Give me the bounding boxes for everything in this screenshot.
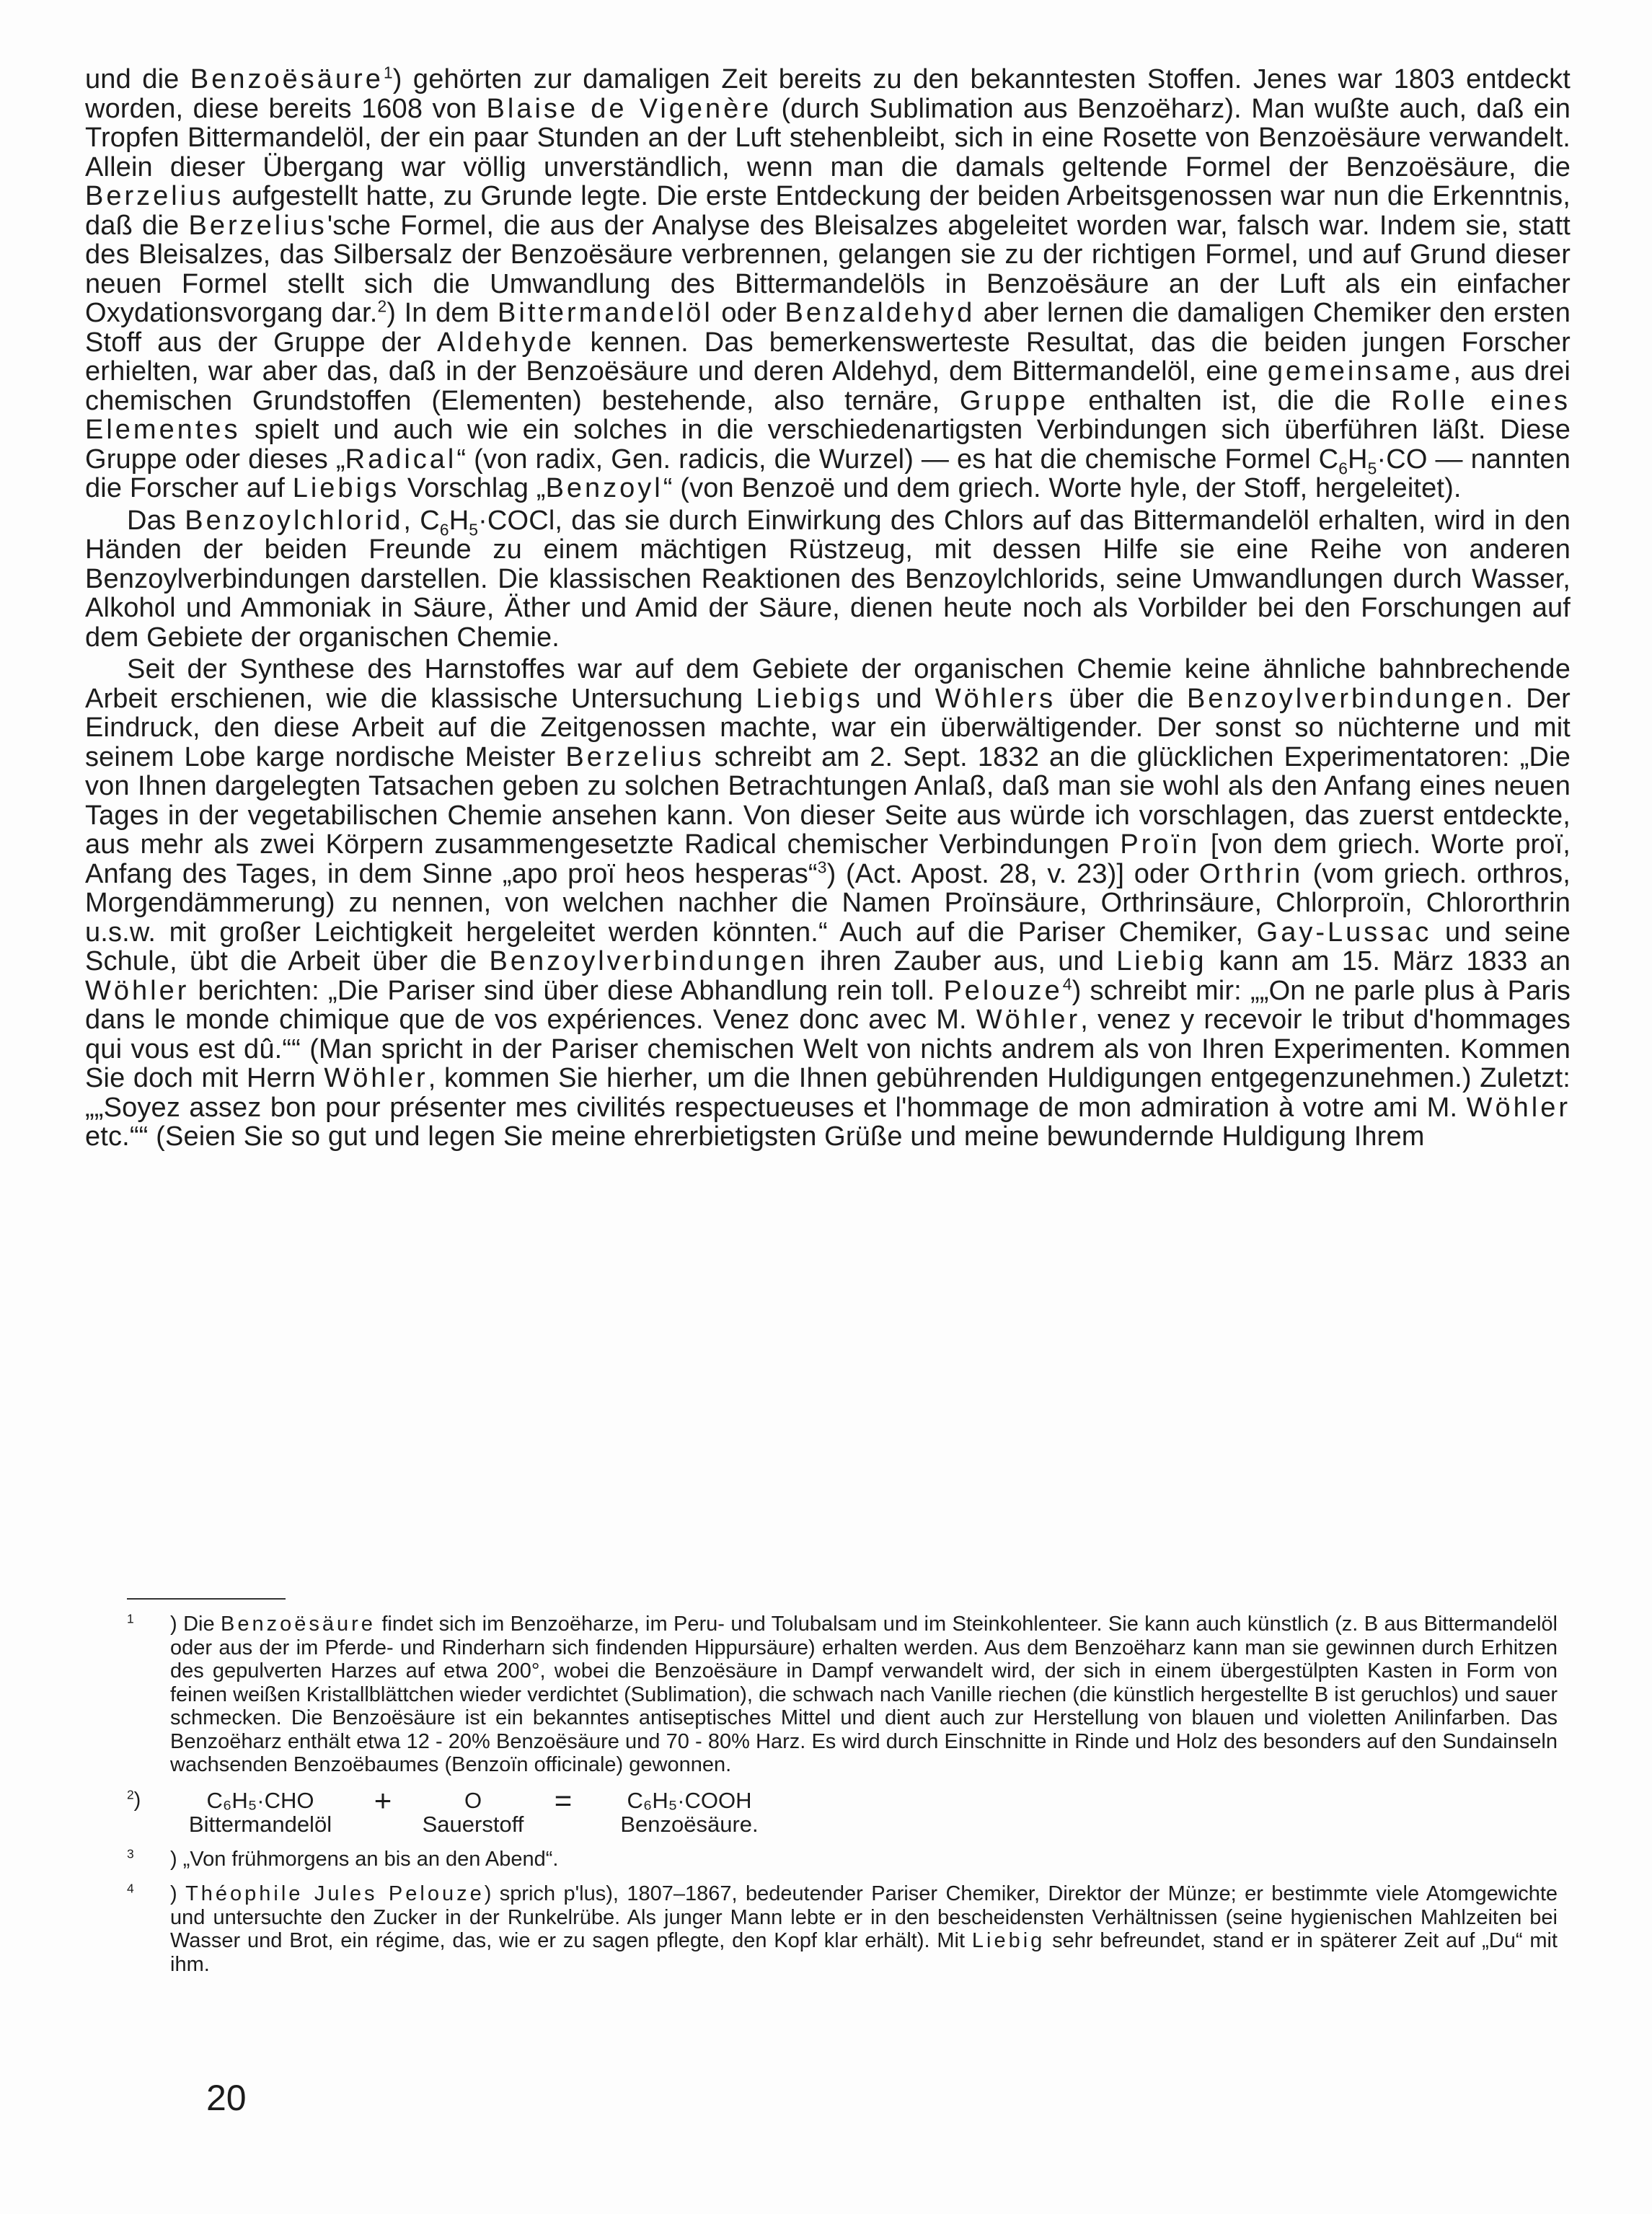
text-run: sehr befreundet, stand er in späterer Zeit auf „Du“ mit ihm.: [170, 1929, 1558, 1976]
emphasis: Berzelius: [565, 741, 704, 772]
text-run: Vorschlag „: [399, 473, 546, 503]
text-run: und die: [85, 64, 190, 94]
footnote-4: [127, 1882, 1558, 1976]
text-run: berichten: „Die Pariser sind über diese Abhandlung rein toll.: [189, 975, 944, 1006]
emphasis: Wöhler: [85, 975, 190, 1006]
emphasis: Benzoësäure: [221, 1613, 376, 1636]
footnote-mark: [127, 1845, 134, 1871]
formula-term: O: [464, 1787, 482, 1813]
emphasis: Blaise de Vigenère: [486, 93, 772, 124]
text-run: über die: [1056, 683, 1188, 714]
footnotes: [127, 1613, 1558, 1988]
text-run: , C: [403, 505, 440, 536]
footnote-mark: [127, 1613, 134, 1636]
text-run: ): [133, 1788, 141, 1812]
formula-term: C₆H₅·CHO: [206, 1787, 314, 1813]
paragraph-1: [85, 65, 1571, 503]
footnote-ref: 1: [383, 63, 393, 82]
footnote-ref: 4: [1062, 974, 1072, 993]
text-run: schreibt am 2. Sept. 1832 an die glücklichen Experimentatoren: „Die von Ihnen dargelegten Tatsachen geben zu solchen Betrachtungen Anlaß, daß man sie wohl als den Anfang eines neuen Tages in der vegetabilischen Chemie ansehen kann. Von dieser Seite aus würde ich vorschlagen, das zuerst entdeckte, aus mehr als zwei Körpern zusammengesetzte Radical chemischer Verbindungen: [85, 741, 1571, 860]
emphasis: Berzelius: [85, 181, 224, 211]
formula-label: Sauerstoff: [422, 1811, 524, 1837]
emphasis: Radical: [345, 444, 457, 475]
emphasis: Wöhlers: [935, 683, 1056, 714]
formula-term: C₆H₅·COOH: [627, 1787, 752, 1813]
emphasis: Liebig: [1116, 946, 1207, 976]
text-run: , venez y recevoir le tribut d'hommages qui vous est dû.““ (Man spricht in der Pariser chemischen Welt von nichts andrem als von Ihren Experimenten. Kommen Sie doch mit Herrn: [85, 1005, 1571, 1093]
emphasis: Benzoylverbindungen: [489, 946, 808, 976]
emphasis: Benzoësäure: [190, 64, 384, 94]
text-run: “ (von radix, Gen. radicis, die Wurzel) — es hat die chemische Formel C: [456, 444, 1339, 475]
emphasis: Gay-Lussac: [1256, 917, 1432, 948]
subscript: 5: [1367, 459, 1377, 478]
emphasis: Orthrin: [1198, 858, 1304, 889]
text-run: (durch Sublimation aus Benzoëharz). Man wußte auch, daß ein Tropfen Bittermandelöl, der ein paar Stunden an der Luft stehenbleibt, sich in eine Rosette von Benzoësäure verwandelt. Allein dieser Übergang war völlig unverständlich, wenn man die damals geltende Formel der Benzoësäure, die: [85, 93, 1571, 182]
text-run: ihren Zauber aus, und: [807, 946, 1117, 976]
main-text: [85, 65, 1571, 1152]
footnote-1: [127, 1613, 1558, 1777]
text-run: und: [862, 683, 935, 714]
emphasis: Benzoylverbindungen: [1187, 683, 1506, 714]
text-run: Seit der Synthese des Harnstoffes war auf dem Gebiete der organischen Chemie keine ähnliche bahnbrechende Arbeit erschienen, wie die klassische Untersuchung: [85, 654, 1571, 714]
emphasis: Benzoyl: [545, 473, 663, 503]
text-run: enthalten ist, die die: [1068, 385, 1392, 416]
text-run: , aus drei chemischen Grundstoffen (Elementen) bestehende, also ternäre,: [85, 356, 1571, 416]
text-run: H: [449, 505, 469, 536]
footnote-ref: 2: [377, 296, 387, 316]
emphasis: Pelouze: [943, 975, 1063, 1006]
text-run: spielt und auch wie ein solches in die verschiedenartigsten Verbindungen sich überführen läßt. Diese Gruppe oder dieses „: [85, 415, 1571, 475]
emphasis: gemeinsame: [1267, 356, 1454, 387]
text-run: ) gehörten zur damaligen Zeit bereits zu den bekanntesten Stoffen. Jenes war 1803 entdeckt worden, diese bereits 1608 von: [85, 64, 1571, 124]
formula-label: Bittermandelöl: [188, 1811, 332, 1837]
emphasis: Liebig: [971, 1929, 1046, 1952]
footnote-divider: [127, 1598, 286, 1600]
footnote-number: 3: [127, 1845, 134, 1861]
emphasis: Liebigs: [756, 683, 863, 714]
text-run: oder: [712, 298, 785, 328]
text-run: H: [1348, 444, 1368, 475]
footnote-mark: [127, 1882, 134, 1906]
text-run: 'sche Formel, die aus der Analyse des Bleisalzes abgeleitet worden war, falsch war. Indem sie, statt des Bleisalzes, das Silbersalz der Benzoësäure verbrennen, gelangen sie zu der richtigen Formel, und auf Grund dieser neuen Formel stellt sich die Umwandlung des Bittermandelöls in Benzoësäure an der Luft als ein einfacher Oxydationsvorgang dar.: [85, 210, 1571, 328]
text-run: etc.““ (Seien Sie so gut und legen Sie meine ehrerbietigsten Grüße und meine bewundernde Huldigung Ihrem: [85, 1121, 1425, 1152]
subscript: 6: [1338, 459, 1348, 478]
text-run: ) „Von frühmorgens an bis an den Abend“.: [170, 1847, 559, 1871]
footnote-2: [127, 1783, 1558, 1837]
emphasis: Bittermandelöl: [497, 298, 713, 328]
subscript: 5: [469, 520, 479, 539]
text-run: ·COCl, das sie durch Einwirkung des Chlors auf das Bittermandelöl erhalten, wird in den Händen der beiden Freunde zu einem mächtigen Rüstzeug, mit dessen Hilfe sie eine Reihe von anderen Benzoylverbindungen darstellen. Die klassischen Reaktionen des Benzoylchlorids, seine Umwandlungen durch Wasser, Alkohol und Ammoniak in Säure, Äther und Amid der Säure, dienen heute noch als Vorbilder bei den Forschungen auf dem Gebiete der organischen Chemie.: [85, 505, 1571, 653]
formula-operator: +: [374, 1783, 392, 1817]
text-run: ) Die: [170, 1613, 221, 1636]
emphasis: Rolle eines Elementes: [85, 385, 1571, 445]
paragraph-2: [85, 506, 1571, 653]
text-run: (vom griech. orthros, Morgendämmerung) zu nennen, von welchen nachher die Namen Proïnsäure, Orthrinsäure, Chlorproïn, Chlororthrin u.s.w. mit großer Leichtigkeit hergeleitet werden könnten.“ Auch auf die Pariser Chemiker,: [85, 858, 1571, 948]
emphasis: Wöhler: [324, 1063, 428, 1093]
text-run: und seine Schule, übt die Arbeit über die: [85, 917, 1571, 976]
formula-label: Benzoësäure.: [620, 1811, 759, 1837]
footnote-3: [127, 1845, 1558, 1871]
text-run: kennen. Das bemerkenswerteste Resultat, das die beiden jungen Forscher erhielten, war aber das, daß in der Benzoësäure und deren Aldehyd, dem Bittermandelöl, eine: [85, 327, 1571, 387]
formula-operator: =: [554, 1783, 573, 1817]
text-run: ) (Act. Apost. 28, v. 23)] oder: [826, 858, 1199, 889]
page-number: 20: [206, 2078, 247, 2118]
emphasis: Benzaldehyd: [785, 298, 976, 328]
emphasis: Aldehyde: [437, 327, 575, 358]
footnote-number: 4: [127, 1881, 134, 1896]
text-run: ): [170, 1882, 186, 1905]
text-run: findet sich im Benzoëharze, im Peru- und Tolubalsam und im Steinkohlenteer. Sie kann auch künstlich (z. B aus Bittermandelöl oder aus der im Pferde- und Rinderharn sich findenden Hippursäure) erhalten werden. Aus dem Benzoëharz kann man sie gewinnen durch Erhitzen des gepulverten Harzes auf etwa 200°, wobei die Benzoësäure in Dampf verwandelt wird, der sich in einem übergestülpten Kasten in Form von feinen weißen Kristallblättchen wieder verdichtet (Sublimation), die schwach nach Vanille riechen (die künstlich hergestellte B ist geruchlos) und sauer schmecken. Die Benzoësäure ist ein bekanntes antiseptisches Mittel und dient auch zur Herstellung von blauen und violetten Anilinfarben. Das Benzoëharz enthält etwa 12 - 20% Benzoësäure und 70 - 80% Harz. Es wird durch Einschnitte in Rinde und Holz des besonders auf den Sundainseln wachsenden Benzoëbaumes (Benzoïn officinale) gewonnen.: [170, 1613, 1558, 1776]
text-run: . Der Eindruck, den diese Arbeit auf die Zeitgenossen machte, war ein überwältigender. Der sonst so nüchterne und mit seinem Lobe karge nordische Meister: [85, 683, 1571, 772]
text-run: “ (von Benzoë und dem griech. Worte hyle, der Stoff, hergeleitet).: [663, 473, 1462, 503]
emphasis: Théophile Jules Pelouze: [185, 1882, 485, 1905]
paragraph-3: [85, 655, 1571, 1152]
text-run: [von dem griech. Worte proï, Anfang des Tages, in dem Sinne „apo proï heos hesperas“: [85, 829, 1571, 889]
subscript: 6: [439, 520, 449, 539]
emphasis: Liebigs: [292, 473, 400, 503]
text-run: Das: [127, 505, 185, 536]
emphasis: Benzoylchlorid: [185, 505, 404, 536]
emphasis: Gruppe: [959, 385, 1069, 416]
emphasis: Wöhler: [976, 1005, 1081, 1035]
text-run: ·CO — nannten die Forscher auf: [85, 444, 1571, 503]
emphasis: Proïn: [1120, 829, 1201, 860]
emphasis: Wöhler: [1466, 1092, 1571, 1123]
text-run: kann am 15. März 1833 an: [1206, 946, 1571, 976]
text-run: aber lernen die damaligen Chemiker den ersten Stoff aus der Gruppe der: [85, 298, 1571, 358]
footnote-number: 2: [127, 1786, 134, 1801]
text-run: , kommen Sie hierher, um die Ihnen gebührenden Huldigungen entgegenzunehmen.) Zuletzt: „„Soyez assez bon pour présenter mes civilités respectueuses et l'hommage de mon admiration à votre ami M.: [85, 1063, 1571, 1123]
text-run: ) schreibt mir: „„On ne parle plus à Paris dans le monde chimique que de vos expériences. Venez donc avec M.: [85, 975, 1571, 1035]
emphasis: Berzelius: [188, 210, 327, 241]
text-run: ) In dem: [387, 298, 498, 328]
text-run: ) sprich p'lus), 1807–1867, bedeutender Pariser Chemiker, Direktor der Münze; er bestimmte viele Atomgewichte und untersuchte den Zucker in der Runkelrübe. Als junger Mann lebte er in den bescheidensten Verhältnissen (seine hygienischen Mahlzeiten bei Wasser und Brot, ein régime, das, wie er zu sagen pflegte, den Kopf klar erhält). Mit: [170, 1882, 1558, 1952]
reaction-formula: [170, 1783, 1558, 1837]
footnote-number: 1: [127, 1611, 134, 1626]
text-run: aufgestellt hatte, zu Grunde legte. Die erste Entdeckung der beiden Arbeitsgenossen war nun die Erkenntnis, daß die: [85, 181, 1571, 241]
footnote-ref: 3: [817, 857, 827, 876]
footnote-mark: [127, 1786, 141, 1812]
